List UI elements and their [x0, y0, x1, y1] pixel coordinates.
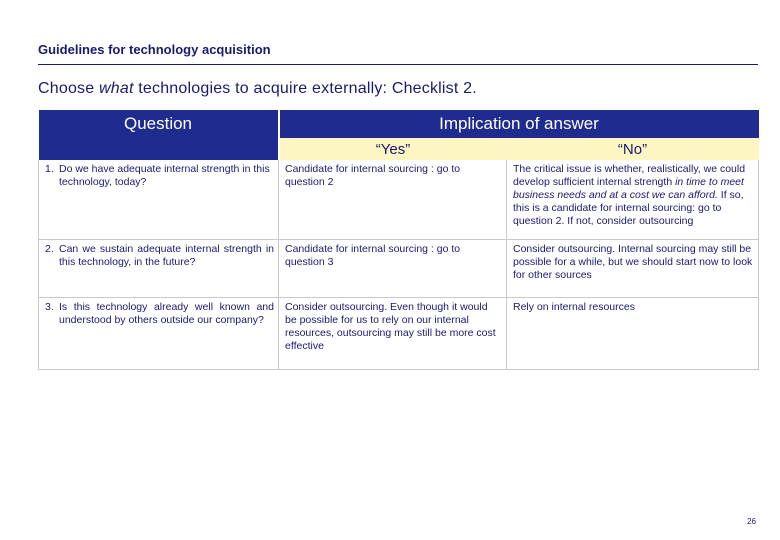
table-row	[39, 240, 759, 298]
column-header-implication: Implication of answer	[279, 110, 759, 138]
no-text-italic: in time to meet business needs and at a cost we can afford.	[513, 176, 744, 201]
page-number: 26	[747, 517, 756, 526]
question-number: 1.	[45, 163, 54, 175]
slide-title-emphasis: what	[99, 80, 134, 97]
header-title: Guidelines for technology acquisition	[38, 42, 271, 57]
question-text: Is this technology already well known and understood by others outside our company?	[59, 301, 274, 326]
slide-title-suffix: technologies to acquire externally: Checklist 2.	[133, 80, 477, 97]
subheader-no: “No”	[507, 138, 759, 160]
question-text: Do we have adequate internal strength in this technology, today?	[59, 163, 270, 188]
subheader-yes: “Yes”	[279, 138, 507, 160]
slide-title-prefix: Choose	[38, 80, 99, 97]
column-header-question: Question	[39, 110, 279, 138]
slide-title	[38, 80, 477, 98]
table-row	[39, 160, 759, 240]
no-implication-cell: Consider outsourcing. Internal sourcing may still be possible for a while, but we should start now to look for other sources	[507, 240, 759, 298]
question-cell	[39, 298, 279, 370]
table-subheader-row	[39, 138, 759, 160]
no-text-part2: If so, this is a candidate for internal sourcing: go to question 2. If not, consider outsourcing	[513, 189, 744, 227]
question-text: Can we sustain adequate internal strength in this technology, in the future?	[59, 243, 274, 268]
table-row	[39, 298, 759, 370]
question-cell	[39, 240, 279, 298]
header-divider	[38, 64, 758, 65]
no-text-part1: The critical issue is whether, realistically, we could develop sufficient internal strength	[513, 163, 746, 188]
subheader-question-spacer	[39, 138, 279, 160]
yes-implication-cell: Candidate for internal sourcing : go to question 2	[279, 160, 507, 240]
question-number: 2.	[45, 243, 54, 255]
question-number: 3.	[45, 301, 54, 313]
table-header-row	[39, 110, 759, 138]
yes-implication-cell: Consider outsourcing. Even though it would be possible for us to rely on our internal resources, outsourcing may still be more cost effective	[279, 298, 507, 370]
question-cell	[39, 160, 279, 240]
yes-implication-cell: Candidate for internal sourcing : go to question 3	[279, 240, 507, 298]
no-implication-cell	[507, 160, 759, 240]
checklist-table	[38, 110, 759, 370]
no-implication-cell: Rely on internal resources	[507, 298, 759, 370]
